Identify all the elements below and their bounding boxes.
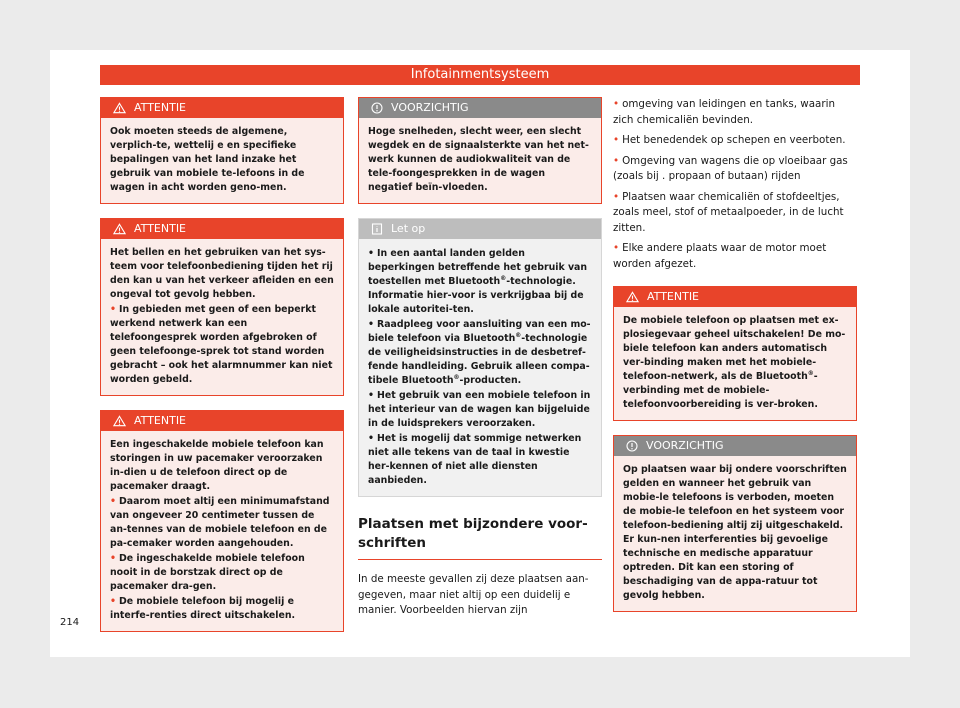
caution-box: [358, 97, 602, 204]
caution-text: Hoge snelheden, slecht weer, een slecht wegdek en de signaalsterkte van het net-werk kunnen de audiokwaliteit van de tele-foongesprekken in de wagen negatief beïn-vloeden.: [368, 126, 589, 193]
bullet-dot-icon: •: [110, 553, 116, 564]
warning-box: [100, 218, 344, 396]
bullet-dot-icon: •: [368, 319, 374, 330]
page-number: 214: [60, 617, 80, 628]
bullet-item: • Raadpleeg voor aansluiting van een mo-biele telefoon via Bluetooth®-technologie de veiligheidsinstructies in de desbetref-fende handleiding. Gebruik alleen compa-tibele Bluetooth®-producten.: [368, 319, 591, 386]
warning-box: [100, 97, 344, 204]
bullet-dot-icon: •: [613, 154, 620, 167]
bullet-dot-icon: •: [613, 190, 620, 203]
section-title: Plaatsen met bijzondere voor-schriften: [358, 515, 602, 560]
warning-text: Het bellen en het gebruiken van het sys-teem voor telefoonbediening tijden het rij den kan u van het verkeer afleiden en een ongeval tot gevolg hebben. • In gebieden met geen of een beperkt werkend netwerk kan een telefoongesprek worden afgebroken of geen telefoonge-sprek tot stand worden gebracht – ook het alarmnummer kan niet worden gebeld.: [110, 247, 334, 385]
caution-text: Op plaatsen waar bij ondere voorschriften gelden en wanneer het gebruik van mobie-le telefoons is verboden, moeten de mobie-le telefoon en het systeem voor telefoon-bediening altij zij uitgeschakeld. Er kun-nen interferenties bij gevoelige technische en medische apparatuur optreden. Dit kan een storing of beschadiging van de appa-ratuur tot gevolg hebben.: [623, 464, 847, 601]
warning-box-header: [101, 411, 343, 431]
caution-box-header: [614, 436, 856, 456]
warning-box-header: [101, 98, 343, 118]
warning-text: Een ingeschakelde mobiele telefoon kan storingen in uw pacemaker veroorzaken in-dien u de telefoon direct op de pacemaker draagt. • Daarom moet altij een minimumafstand van ongeveer 20 centimeter tussen de an-tennes van de mobiele telefoon en de pa-cemaker worden aangehouden. • De ingeschakelde mobiele telefoon nooit in de borstzak direct op de pacemaker dra-gen. • De mobiele telefoon bij mogelij e interfe-renties direct uitschakelen.: [101, 431, 343, 631]
warning-label: ATTENTIE: [647, 290, 700, 303]
bullet-item: • Daarom moet altij een minimumafstand van ongeveer 20 centimeter tussen de an-tennes van de mobiele telefoon en de pa-cemaker worden aangehouden.: [110, 496, 330, 549]
bullet-item: • Het is mogelij dat sommige netwerken niet alle tekens van de taal in kwestie her-kennen of niet alle diensten aanbieden.: [368, 433, 582, 486]
info-circle-icon: [626, 440, 638, 452]
list-item: • omgeving van leidingen en tanks, waarin zich chemicaliën bevinden.: [613, 98, 835, 126]
note-icon: [371, 223, 383, 235]
warning-box: [613, 286, 857, 421]
warning-box-header: [614, 287, 856, 307]
warning-label: ATTENTIE: [134, 414, 187, 427]
places-list: [613, 97, 857, 272]
list-item: • Plaatsen waar chemicaliën of stofdeeltjes, zoals meel, stof of metaalpoeder, in de lucht zitten.: [613, 190, 844, 234]
warning-triangle-icon: [113, 223, 126, 235]
bullet-item: • In een aantal landen gelden beperkingen betreffende het gebruik van toestellen met Bluetooth®-technologie. Informatie hier-voor is verkrijgbaa bij de lokale autoritei-ten.: [368, 248, 588, 315]
bullet-dot-icon: •: [368, 433, 374, 444]
page-header: Infotainmentsysteem: [100, 65, 860, 85]
middle-column: [358, 97, 602, 619]
bullet-item: • De mobiele telefoon bij mogelij e interfe-renties direct uitschakelen.: [110, 596, 296, 621]
warning-text: Ook moeten steeds de algemene, verplich-te, wettelij e en specifieke bepalingen van het land inzake het gebruik van mobiele te-lefoons in de wagen in acht worden geno-men.: [110, 126, 305, 193]
bullet-dot-icon: •: [613, 242, 620, 254]
note-text: [359, 239, 601, 496]
list-item: • Omgeving van wagens die op vloeibaar gas (zoals bij . propaan of butaan) rijden: [613, 154, 848, 182]
warning-label: ATTENTIE: [134, 101, 187, 114]
caution-box-header: [359, 98, 601, 118]
bullet-dot-icon: •: [368, 390, 374, 401]
bullet-dot-icon: •: [613, 98, 620, 110]
section-text: In de meeste gevallen zij deze plaatsen aan-gegeven, maar niet altij op een duidelij e manier. Voorbeelden hiervan zijn: [358, 573, 589, 616]
bullet-item: • In gebieden met geen of een beperkt werkend netwerk kan een telefoongesprek worden afgebroken of geen telefoonge-sprek tot stand worden gebracht – ook het alarmnummer kan niet worden gebeld.: [110, 304, 333, 385]
note-box-header: [359, 219, 601, 239]
bullet-dot-icon: •: [110, 304, 116, 315]
list-item: • Elke andere plaats waar de motor moet worden afgezet.: [613, 242, 827, 270]
warning-triangle-icon: [113, 102, 126, 114]
bullet-dot-icon: •: [110, 596, 116, 607]
bullet-item: • Het gebruik van een mobiele telefoon in het interieur van de wagen kan bijgeluide in de luidsprekers veroorzaken.: [368, 390, 591, 429]
warning-label: ATTENTIE: [134, 222, 187, 235]
info-circle-icon: [371, 102, 383, 114]
bullet-dot-icon: •: [613, 134, 620, 146]
warning-text: De mobiele telefoon op plaatsen met ex-plosiegevaar geheel uitschakelen! De mo-biele telefoon kan anders automatisch ver-binding maken met het mobiele-telefoon-netwerk, als de Bluetooth®-verbinding met de mobiele-telefoonvoorbereiding is ver-broken.: [623, 315, 846, 410]
list-item: • Het benedendek op schepen en veerboten.: [613, 134, 846, 146]
warning-box-header: [101, 219, 343, 239]
bullet-dot-icon: •: [368, 248, 374, 259]
caution-label: VOORZICHTIG: [391, 101, 469, 114]
caution-label: VOORZICHTIG: [646, 439, 724, 452]
note-box: [358, 218, 602, 497]
warning-box: [100, 410, 344, 632]
warning-triangle-icon: [626, 291, 639, 303]
bullet-dot-icon: •: [110, 496, 116, 507]
warning-triangle-icon: [113, 415, 126, 427]
right-column: [613, 97, 857, 626]
bullet-item: • De ingeschakelde mobiele telefoon nooit in de borstzak direct op de pacemaker dra-gen.: [110, 553, 305, 592]
note-label: Let op: [391, 222, 426, 235]
caution-box: [613, 435, 857, 612]
left-column: [100, 97, 344, 646]
